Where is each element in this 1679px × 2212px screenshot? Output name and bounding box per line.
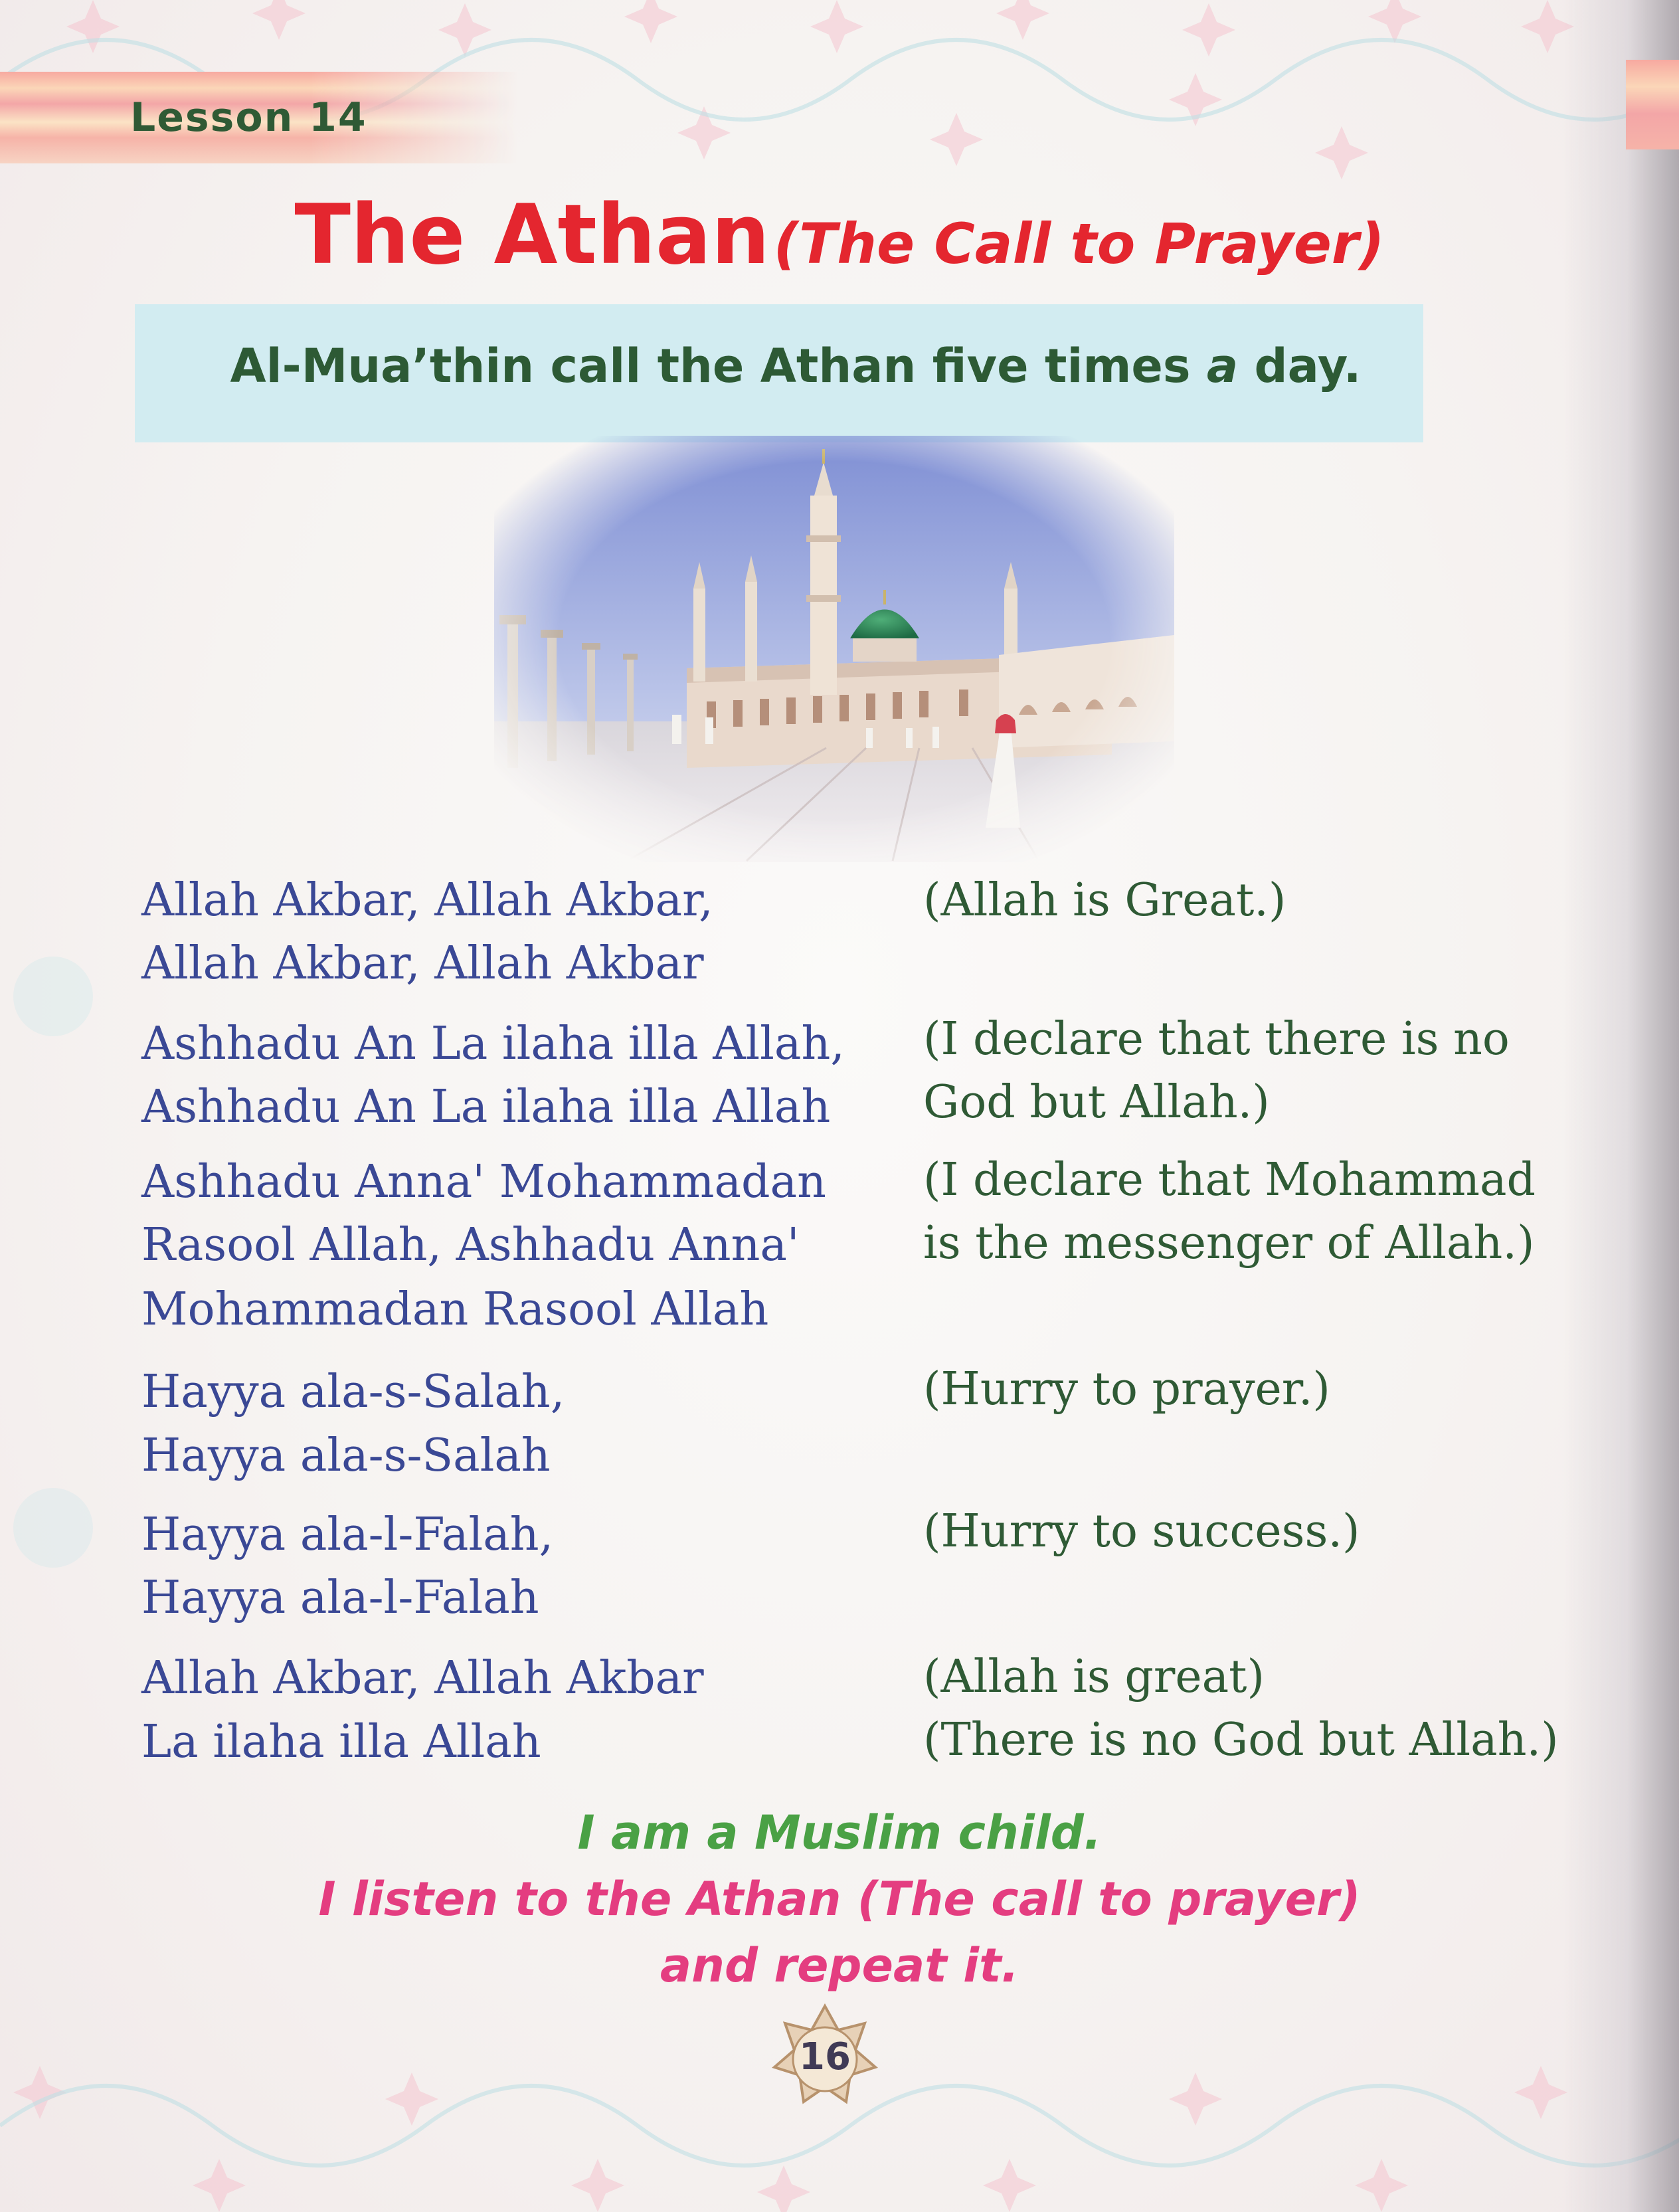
- title-subtitle: (The Call to Prayer): [773, 211, 1385, 276]
- translation-line: is the messenger of Allah.): [923, 1217, 1535, 1269]
- intro-banner: [135, 304, 1423, 442]
- page-number-badge: [772, 2003, 878, 2110]
- translation-line: (Hurry to prayer.): [923, 1363, 1330, 1416]
- athan-line: Mohammadan Rasool Allah: [141, 1283, 769, 1336]
- intro-text: [135, 339, 1457, 393]
- athan-line: Allah Akbar, Allah Akbar,: [141, 874, 713, 927]
- translation-line: (There is no God but Allah.): [923, 1714, 1559, 1766]
- closing-line-1: I am a Muslim child.: [577, 1805, 1102, 1860]
- closing-line-2: I listen to the Athan (The call to prayer): [318, 1872, 1361, 1926]
- translation-line: (Allah is Great.): [923, 874, 1286, 927]
- athan-line: Ashhadu An La ilaha illa Allah: [141, 1081, 831, 1133]
- title-main: The Athan: [294, 187, 770, 283]
- page-number: 16: [799, 2035, 851, 2078]
- athan-line: Hayya ala-l-Falah: [141, 1572, 539, 1624]
- show-through-text: [1063, 611, 1078, 667]
- athan-line: Hayya ala-s-Salah: [141, 1429, 551, 1482]
- athan-line: Ashhadu An La ilaha illa Allah,: [141, 1018, 845, 1070]
- translation-line: God but Allah.): [923, 1076, 1270, 1129]
- ribbon-edge: [1626, 60, 1679, 149]
- translation-line: (I declare that Mohammad: [923, 1154, 1536, 1206]
- intro-text-italic: a: [1206, 339, 1239, 393]
- athan-line: Rasool Allah, Ashhadu Anna': [141, 1219, 800, 1271]
- athan-line: Hayya ala-l-Falah,: [141, 1509, 554, 1561]
- athan-line: Allah Akbar, Allah Akbar: [141, 937, 704, 990]
- lesson-label: Lesson 14: [130, 94, 367, 141]
- athan-line: Hayya ala-s-Salah,: [141, 1366, 565, 1418]
- translation-line: (Hurry to success.): [923, 1505, 1360, 1558]
- athan-line: La ilaha illa Allah: [141, 1716, 541, 1768]
- page-title: [0, 187, 1679, 283]
- translation-line: (I declare that there is no: [923, 1013, 1510, 1065]
- translation-line: (Allah is great): [923, 1651, 1265, 1703]
- athan-line: Ashhadu Anna' Mohammadan: [141, 1156, 826, 1208]
- athan-line: Allah Akbar, Allah Akbar: [141, 1652, 704, 1705]
- intro-text-part: Al-Mua’thin call the Athan five times: [230, 339, 1207, 393]
- intro-text-end: day.: [1238, 339, 1362, 393]
- closing-line-3: and repeat it.: [660, 1938, 1019, 1993]
